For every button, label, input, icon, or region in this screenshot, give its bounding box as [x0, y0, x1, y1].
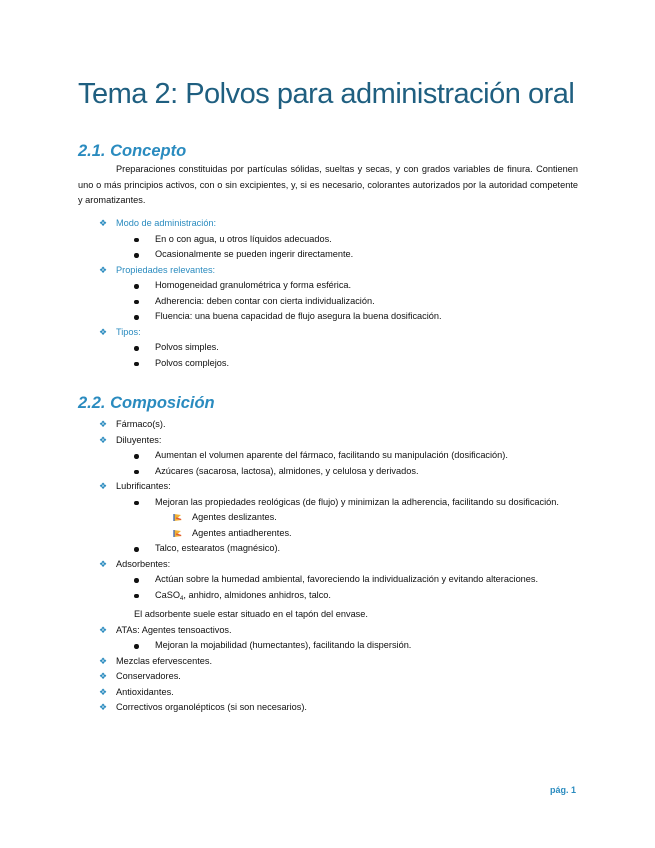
sub-item: Adherencia: deben contar con cierta individualización. [97, 294, 579, 310]
disc-bullet-icon [134, 315, 139, 320]
list-item-atas: ❖ ATAs: Agentes tensoactivos. [97, 623, 579, 639]
concepto-paragraph [78, 162, 578, 209]
sub-item: Mejoran la mojabilidad (humectantes), facilitando la dispersión. [97, 638, 579, 654]
sub-sub-item: Agentes antiadherentes. [97, 526, 579, 542]
diamond-bullet-icon: ❖ [98, 671, 108, 681]
list-item-diluyentes: ❖ Diluyentes: [97, 433, 579, 449]
diamond-bullet-icon: ❖ [98, 624, 108, 635]
diamond-bullet-icon: ❖ [98, 481, 108, 491]
list-item-adsorbentes: ❖ Adsorbentes: [97, 557, 579, 573]
sub-item: En o con agua, u otros líquidos adecuados. [97, 232, 579, 248]
disc-bullet-icon [134, 346, 139, 351]
sub-item: Talco, estearatos (magnésico). [97, 541, 579, 557]
diamond-bullet-icon: ❖ [98, 655, 108, 666]
disc-bullet-icon [134, 362, 139, 367]
disc-bullet-icon [134, 644, 139, 649]
list-item-farmaco: ❖ Fármaco(s). [97, 417, 579, 433]
sub-item: Fluencia: una buena capacidad de flujo asegura la buena dosificación. [97, 309, 579, 325]
sub-item: Ocasionalmente se pueden ingerir directamente. [97, 247, 579, 263]
section-heading-composicion: 2.2. Composición [78, 394, 215, 412]
flag-bullet-icon [173, 513, 183, 522]
diamond-bullet-icon: ❖ [98, 434, 108, 445]
sub-item: Aumentan el volumen aparente del fármaco, facilitando su manipulación (dosificación). [97, 448, 579, 464]
disc-bullet-icon [134, 594, 139, 599]
list-item-antioxidantes: ❖ Antioxidantes. [97, 685, 579, 701]
diamond-bullet-icon: ❖ [98, 419, 108, 429]
diamond-bullet-icon: ❖ [98, 558, 108, 569]
list-item-correctivos: ❖ Correctivos organolépticos (si son necesarios). [97, 700, 579, 716]
flag-bullet-icon [173, 529, 183, 538]
sub-item: Actúan sobre la humedad ambiental, favoreciendo la individualización y evitando alteraciones. [97, 572, 579, 588]
list-item-lubrificantes: ❖ Lubrificantes: [97, 479, 579, 495]
sub-item: Azúcares (sacarosa, lactosa), almidones, y celulosa y derivados. [97, 464, 579, 480]
disc-bullet-icon [134, 238, 139, 243]
disc-bullet-icon [134, 470, 139, 475]
section-heading-concepto: 2.1. Concepto [78, 142, 187, 160]
page-title: Tema 2: Polvos para administración oral [78, 78, 575, 110]
disc-bullet-icon [134, 300, 139, 305]
disc-bullet-icon [134, 547, 139, 552]
page-number: pág. 1 [550, 785, 577, 795]
disc-bullet-icon [134, 284, 139, 289]
list-item-modo: ❖ Modo de administración: [97, 216, 579, 232]
diamond-bullet-icon: ❖ [98, 702, 108, 712]
diamond-bullet-icon: ❖ [98, 326, 108, 337]
diamond-bullet-icon: ❖ [98, 264, 108, 275]
sub-item: Mejoran las propiedades reológicas (de flujo) y minimizan la adherencia, facilitando su dosificación. [97, 495, 579, 511]
concepto-paragraph-text: Preparaciones constituidas por partículas sólidas, sueltas y secas, y con grados variables de finura. Contienen uno o más principios activos, con o sin excipientes, y, si es necesario, colorantes autorizados por la autoridad competente y aromatizantes. [78, 164, 578, 205]
diamond-bullet-icon: ❖ [98, 686, 108, 697]
disc-bullet-icon [134, 253, 139, 258]
list-item-conservadores: ❖ Conservadores. [97, 669, 579, 685]
diamond-bullet-icon: ❖ [98, 218, 108, 228]
composicion-list [97, 417, 579, 716]
sub-item: Polvos simples. [97, 340, 579, 356]
disc-bullet-icon [134, 501, 139, 506]
sub-item: Homogeneidad granulométrica y forma esférica. [97, 278, 579, 294]
sub-item: Polvos complejos. [97, 356, 579, 372]
concepto-list [97, 216, 579, 371]
sub-sub-item: Agentes deslizantes. [97, 510, 579, 526]
disc-bullet-icon [134, 578, 139, 583]
sub-item: CaSO$_4$, anhidro, almidones anhidros, talco. [97, 588, 579, 608]
adsorbentes-note: El adsorbente suele estar situado en el tapón del envase. [134, 609, 368, 619]
list-item-tipos: ❖ Tipos: [97, 325, 579, 341]
disc-bullet-icon [134, 454, 139, 459]
list-item-propiedades: ❖ Propiedades relevantes: [97, 263, 579, 279]
list-item-mezclas: ❖ Mezclas efervescentes. [97, 654, 579, 670]
